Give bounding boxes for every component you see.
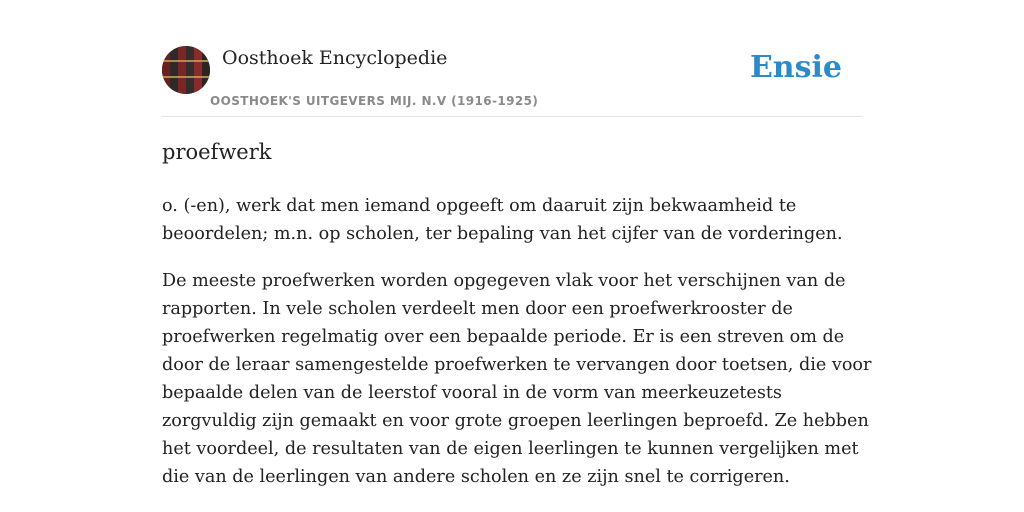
publisher-subtitle: OOSTHOEK'S UITGEVERS MIJ. N.V (1916-1925)	[210, 94, 539, 108]
article-paragraph-1: o. (-en), werk dat men iemand opgeeft om daaruit zijn bekwaamheid te beoordelen; m.n. op scholen, ter bepaling van het cijfer van de vorderingen.	[162, 196, 843, 244]
site-title[interactable]: Oosthoek Encyclopedie	[222, 47, 448, 69]
article-title: proefwerk	[162, 140, 272, 164]
brand-logo[interactable]: Ensie	[749, 50, 842, 85]
article-paragraph-2: De meeste proefwerken worden opgegeven vlak voor het verschijnen van de rapporten. In vele scholen verdeelt men door een proefwerkrooster de proefwerken regelmatig over een bepaalde periode. Er is een streven om de door de leraar samengestelde proefwerken te vervangen door toetsen, die voor bepaalde delen van de leerstof vooral in de vorm van meerkeuzetests zorgvuldig zijn gemaakt en voor grote groepen leerlingen beproefd. Ze hebben het voordeel, de resultaten van de eigen leerlingen te kunnen vergelijken met die van de leerlingen van andere scholen en ze zijn snel te corrigeren.	[162, 271, 872, 487]
site-header	[162, 46, 862, 117]
encyclopedia-books-icon[interactable]	[162, 46, 210, 94]
